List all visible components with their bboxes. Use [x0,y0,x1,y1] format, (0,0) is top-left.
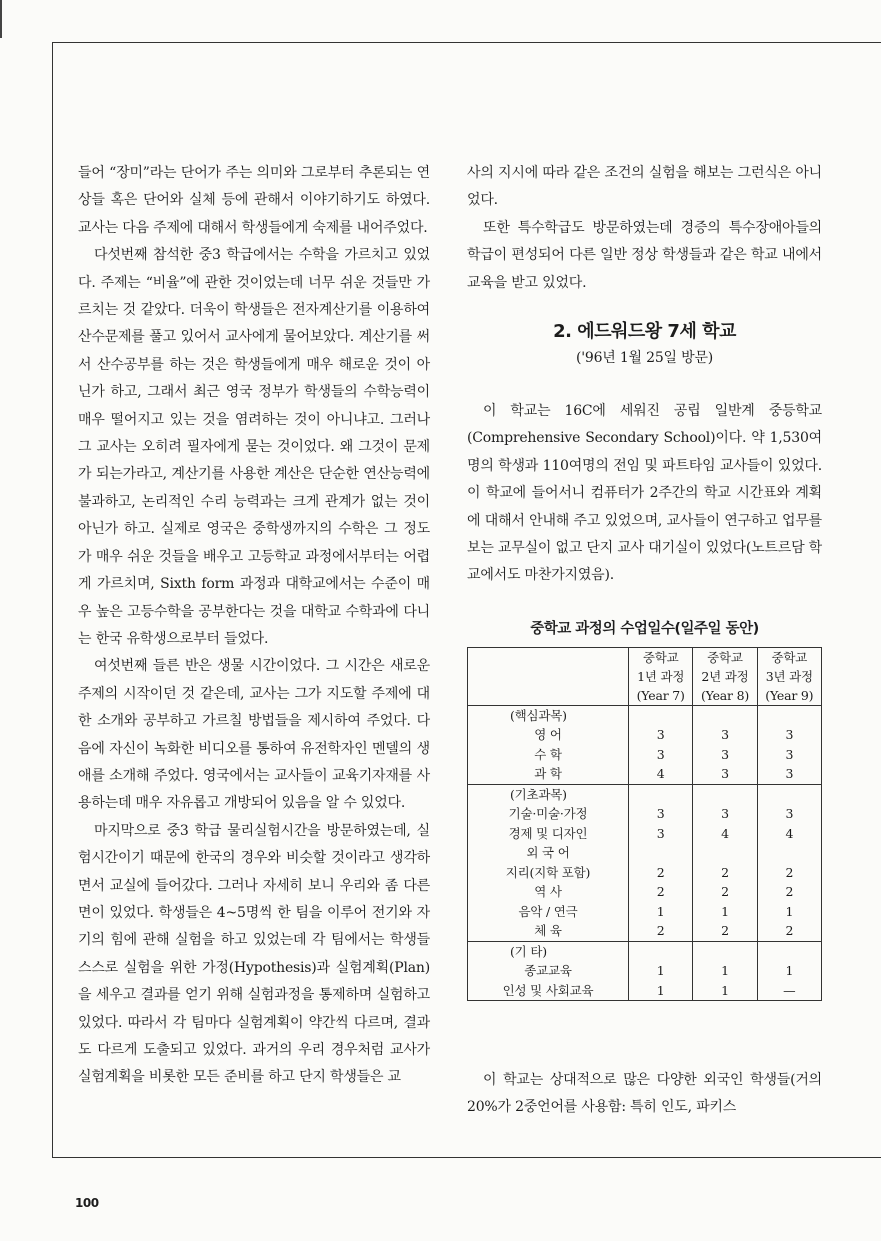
subject-name: 종교교육 [524,963,572,979]
hours-value: 4 [785,825,794,841]
hours-value: 3 [656,727,665,743]
hours-value: 2 [785,884,794,900]
group-foundation-year9 [757,784,821,941]
frame-bottom-rule [52,1157,881,1158]
subject-name: 음악 / 연극 [518,903,578,919]
header-year8-line3: (Year 8) [700,687,750,703]
header-year8-line1: 중학교 [707,649,743,665]
subject-name: 체 육 [534,923,562,939]
right-bottom-text [467,1067,822,1122]
group-label: (기초과목) [510,786,567,802]
header-year7-line1: 중학교 [642,649,679,665]
subject-name: 지리(지학 포함) [505,864,591,880]
group-core-year7 [629,705,693,784]
left-paragraph-4: 마지막으로 중3 학급 물리실험시간을 방문하였는데, 실험시간이기 때문에 한국의 경우와 비슷할 것이라고 생각하면서 교실에 들어갔다. 그러나 자세히 보니 우리와 좀 다른 면이 있었다. 학생들은 4~5명씩 한 팀을 이루어 전기와 자기의 힘에 관해 실험을 하고 있었는데 각 팀에서는 학생들 스스로 실험을 위한 가정(Hypothesis)과 실험계획(Plan)을 세우고 결과를 얻기 위해 실험과정을 통제하며 실험하고 있었다. 따라서 각 팀마다 실험계획이 약간씩 다르며, 결과도 다르게 도출되고 있었다. 과거의 우리 경우처럼 교사가 실험계획을 비롯한 모든 준비를 하고 단지 학생들은 교 [78,822,430,1086]
hours-value: 1 [656,982,665,998]
hours-value: 4 [656,766,665,782]
hours-value: 3 [656,806,665,822]
hours-value: 1 [721,982,729,998]
group-other-year9 [757,941,821,1001]
table-header-year9 [757,647,821,705]
table-group-core [468,705,822,784]
subject-name: 영 어 [534,727,562,743]
header-year9-line3: (Year 9) [765,687,814,703]
subject-name: 외 국 어 [526,845,570,861]
hours-value: 4 [721,825,729,841]
group-other-year8 [693,941,757,1001]
hours-value: 1 [721,963,729,979]
group-label: (핵심과목) [510,707,567,723]
header-year9-line2: 3년 과정 [765,668,813,684]
right-column [467,160,822,1001]
hours-value: 2 [785,864,794,880]
group-other-subjects [468,941,629,1001]
table-caption: 중학교 과정의 수업일수(일주일 동안) [530,620,759,637]
group-foundation-year7 [629,784,693,941]
table-header-blank [468,647,629,705]
hours-value: 1 [785,963,794,979]
hours-value: 2 [656,884,665,900]
subject-name: 기술·미술·가정 [508,806,588,822]
hours-value: 2 [656,864,665,880]
hours-value: 3 [721,746,729,762]
hours-value: 1 [785,903,794,919]
hours-value: 1 [656,963,665,979]
left-paragraph-1: 들어 “장미”라는 단어가 주는 의미와 그로부터 추론되는 연상들 혹은 단어와 실체 등에 관해서 이야기하기도 하였다. 교사는 다음 주제에 대해서 학생들에게 숙제를 내어주었다. [78,165,430,236]
subject-name: 과 학 [534,766,562,782]
hours-value: 2 [721,884,729,900]
hours-value: 2 [785,923,794,939]
right-paragraph-3: 이 학교는 16C에 세워진 공립 일반계 중등학교(Comprehensive Secondary School)이다. 약 1,530여명의 학생과 110여명의 전임 및 파트타임 교사들이 있었다. 이 학교에 들어서니 컴퓨터가 2주간의 학교 시간표와 계획에 대해서 안내해 주고 있었으며, 교사들이 연구하고 업무를 보는 교무실이 없고 단지 교사 대기실이 있었다(노트르담 학교에서도 마찬가지였음). [467,403,822,584]
hours-value: 2 [721,864,729,880]
hours-value: 1 [656,903,665,919]
group-foundation-subjects [468,784,629,941]
group-other-year7 [629,941,693,1001]
left-paragraph-2: 다섯번째 참석한 중3 학급에서는 수학을 가르치고 있었다. 주제는 “비율”에 관한 것이었는데 너무 쉬운 것들만 가르치는 것 같았다. 더욱이 학생들은 전자계산기를 이용하여 산수문제를 풀고 있어서 교사에게 물어보았다. 계산기를 써서 산수공부를 하는 것은 학생들에게 매우 해로운 것이 아닌가 하고, 그래서 최근 영국 정부가 학생들의 수학능력이 매우 떨어지고 있는 것을 염려하는 것이 아니냐고. 그러나 그 교사는 오히려 필자에게 묻는 것이었다. 왜 그것이 문제가 되는가라고, 계산기를 사용한 계산은 단순한 연산능력에 불과하고, 논리적인 수리 능력과는 크게 관계가 없는 것이 아닌가 하고. 실제로 영국은 중학생까지의 수학은 그 정도가 매우 쉬운 것들을 배우고 고등학교 과정에서부터는 어렵게 가르치며, Sixth form 과정과 대학교에서는 수준이 매우 높은 고등수학을 공부한다는 것을 대학교 수학과에 다니는 한국 유학생으로부터 들었다. [78,247,430,647]
group-core-year8 [693,705,757,784]
right-paragraph-1: 사의 지시에 따라 같은 조건의 실험을 해보는 그런식은 아니었다. [467,165,822,209]
hours-value: 3 [721,727,729,743]
hours-value: 3 [656,825,665,841]
hours-value: 3 [785,766,794,782]
group-core-year9 [757,705,821,784]
table-group-foundation [468,784,822,941]
table-header-year7 [629,647,693,705]
class-hours-table [467,647,822,1002]
header-year7-line3: (Year 7) [636,687,685,703]
left-paragraph-3: 여섯번째 들른 반은 생물 시간이었다. 그 시간은 새로운 주제의 시작이던 것 같은데, 교사는 그가 지도할 주제에 대한 소개와 공부하고 가르칠 방법들을 제시하여 주었다. 다음에 자신이 녹화한 비디오를 통하여 유전학자인 멘델의 생애를 소개해 주었다. 영국에서는 교사들이 교육기자재를 사용하는데 매우 자유롭고 개방되어 있음을 알 수 있었다. [78,658,430,812]
subject-name: 경제 및 디자인 [508,825,588,841]
right-paragraph-2: 또한 특수학급도 방문하였는데 경증의 특수장애아들의 학급이 편성되어 다른 일반 정상 학생들과 같은 학교 내에서 교육을 받고 있었다. [467,219,822,291]
hours-value: — [783,982,796,998]
header-year7-line2: 1년 과정 [637,668,685,684]
hours-value: 3 [721,766,729,782]
hours-value: 2 [656,923,665,939]
frame-top-rule [52,42,881,43]
hours-value: 3 [785,746,794,762]
page-edge-mark [0,0,2,38]
section-title: 2. 에드워드왕 7세 학교 [553,321,736,343]
header-year8-line2: 2년 과정 [701,668,749,684]
subject-name: 역 사 [534,884,562,900]
header-year9-line1: 중학교 [771,649,808,665]
subject-name: 인성 및 사회교육 [502,982,594,998]
group-label: (기 타) [510,943,547,959]
frame-left-rule [52,42,53,1158]
hours-value: 2 [721,923,729,939]
left-column [78,160,430,1092]
table-header-year8 [693,647,757,705]
table-header-row [468,647,822,705]
page-number: 100 [75,1196,99,1210]
table-group-other [468,941,822,1001]
hours-value: 3 [721,806,729,822]
subject-name: 수 학 [534,746,562,762]
hours-value: 3 [785,806,794,822]
group-foundation-year8 [693,784,757,941]
hours-value: 3 [785,727,794,743]
hours-value: 3 [656,746,665,762]
right-paragraph-4: 이 학교는 상대적으로 많은 다양한 외국인 학생들(거의 20%가 2중언어를 사용함: 특히 인도, 파키스 [467,1072,822,1116]
group-core-subjects [468,705,629,784]
section-subtitle: ('96년 1월 25일 방문) [575,350,714,367]
hours-value: 1 [721,903,729,919]
